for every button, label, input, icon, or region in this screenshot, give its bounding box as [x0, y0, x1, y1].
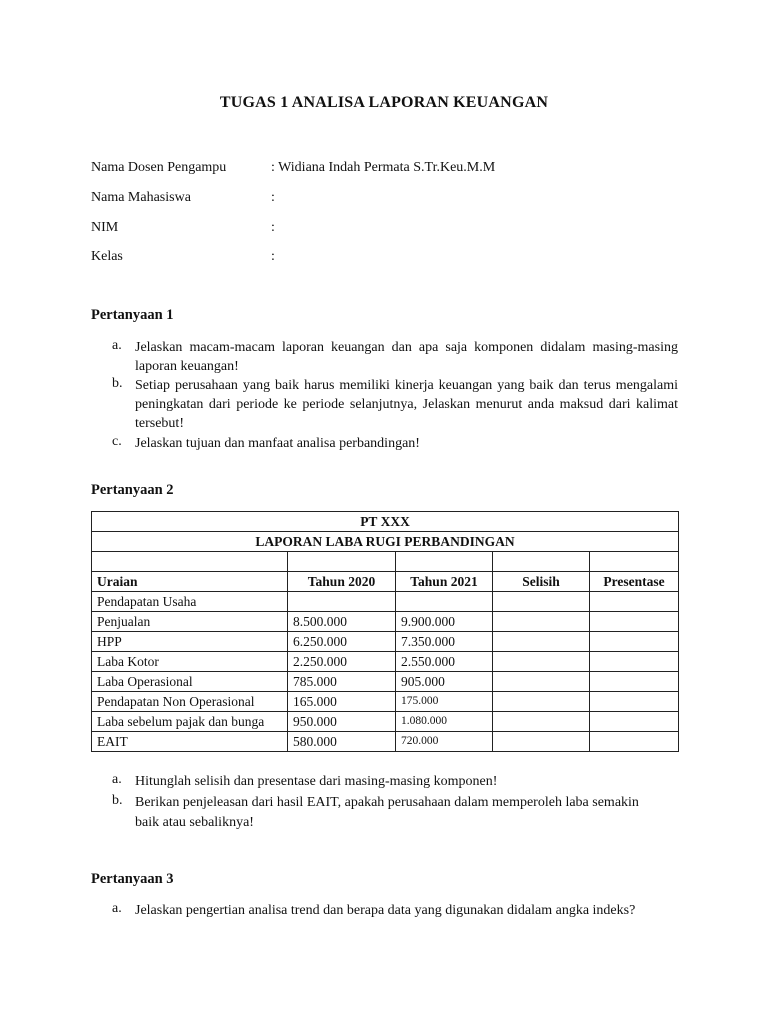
info-value-nim: :: [271, 220, 275, 235]
table-row: [92, 612, 679, 632]
q1-item-c-text: Jelaskan tujuan dan manfaat analisa perbandingan!: [135, 436, 420, 451]
info-value-dosen: : Widiana Indah Permata S.Tr.Keu.M.M: [271, 160, 496, 175]
table-cell: 7.350.000: [396, 632, 493, 652]
table-header-cell: Uraian: [92, 572, 288, 592]
table-cell: Laba Operasional: [92, 672, 288, 692]
table-cell: 950.000: [288, 712, 396, 732]
q2-item-b-letter: b.: [112, 793, 123, 808]
q1-item-b-text: Setiap perusahaan yang baik harus memiliki kinerja keuangan yang baik dan terus mengalami peningkatan dari periode ke periode selanjutnya, Jelaskan menurut anda maksud dari kalimat tersebut!: [135, 378, 678, 431]
table-cell: 9.900.000: [396, 612, 493, 632]
q2-item-a-letter: a.: [112, 772, 122, 787]
table-row: [92, 592, 679, 612]
table-cell: Laba Kotor: [92, 652, 288, 672]
table-row: [92, 632, 679, 652]
table-cell: [590, 612, 679, 632]
table-cell: 785.000: [288, 672, 396, 692]
income-statement-table: [91, 511, 679, 752]
info-label-dosen: Nama Dosen Pengampu: [91, 160, 227, 175]
table-cell: 165.000: [288, 692, 396, 712]
info-label-nim: NIM: [91, 220, 119, 235]
table-cell: [493, 632, 590, 652]
table-empty-row: [92, 552, 679, 572]
q1-item-a-text: Jelaskan macam-macam laporan keuangan dan apa saja komponen didalam masing-masing laporan keuangan!: [135, 340, 678, 374]
q3-item-a-text: Jelaskan pengertian analisa trend dan berapa data yang digunakan didalam angka indeks?: [135, 903, 636, 918]
table-cell: [493, 592, 590, 612]
table-header-cell: Tahun 2020: [288, 572, 396, 592]
table-cell: [590, 652, 679, 672]
table-cell: 1.080.000: [396, 712, 493, 732]
table-header-cell: Presentase: [590, 572, 679, 592]
table-cell: 8.500.000: [288, 612, 396, 632]
info-label-mahasiswa: Nama Mahasiswa: [91, 190, 191, 205]
info-label-kelas: Kelas: [91, 249, 123, 264]
table-cell: Pendapatan Non Operasional: [92, 692, 288, 712]
table-cell: [493, 732, 590, 752]
table-cell: [590, 592, 679, 612]
table-header-row: [92, 572, 679, 592]
table-cell: [590, 672, 679, 692]
table-row: [92, 672, 679, 692]
q2-item-a-text: Hitunglah selisih dan presentase dari masing-masing komponen!: [135, 774, 498, 789]
table-row: [92, 712, 679, 732]
table-cell: 6.250.000: [288, 632, 396, 652]
table-report-title: LAPORAN LABA RUGI PERBANDINGAN: [92, 532, 679, 552]
table-cell: [590, 732, 679, 752]
table-cell: [493, 612, 590, 632]
table-cell: [493, 672, 590, 692]
table-header-cell: Selisih: [493, 572, 590, 592]
table-cell: [493, 652, 590, 672]
q1-item-c-letter: c.: [112, 434, 122, 449]
table-cell: [590, 712, 679, 732]
table-cell: 2.250.000: [288, 652, 396, 672]
q3-item-a-letter: a.: [112, 901, 122, 916]
table-cell: [590, 692, 679, 712]
table-cell: 580.000: [288, 732, 396, 752]
table-cell: Pendapatan Usaha: [92, 592, 288, 612]
table-company: PT XXX: [92, 512, 679, 532]
table-cell: [493, 692, 590, 712]
table-cell: [493, 712, 590, 732]
table-header-cell: Tahun 2021: [396, 572, 493, 592]
table-row: [92, 732, 679, 752]
table-cell: [590, 632, 679, 652]
question-2-heading: Pertanyaan 2: [91, 482, 174, 498]
table-row: [92, 652, 679, 672]
table-cell: 720.000: [396, 732, 493, 752]
question-1-heading: Pertanyaan 1: [91, 307, 174, 323]
table-cell: 905.000: [396, 672, 493, 692]
q2-item-b-text: Berikan penjeleasan dari hasil EAIT, apakah perusahaan dalam memperoleh laba semakin baik atau sebaliknya!: [135, 795, 639, 830]
question-3-heading: Pertanyaan 3: [91, 871, 174, 887]
q1-item-a-letter: a.: [112, 338, 122, 353]
table-row: [92, 692, 679, 712]
table-cell: Penjualan: [92, 612, 288, 632]
table-cell: [288, 592, 396, 612]
info-value-mahasiswa: :: [271, 190, 275, 205]
table-cell: [396, 592, 493, 612]
document-title: TUGAS 1 ANALISA LAPORAN KEUANGAN: [219, 94, 549, 111]
info-value-kelas: :: [271, 249, 275, 264]
table-cell: EAIT: [92, 732, 288, 752]
q1-item-b-letter: b.: [112, 376, 123, 391]
table-cell: Laba sebelum pajak dan bunga: [92, 712, 288, 732]
table-cell: 175.000: [396, 692, 493, 712]
table-cell: HPP: [92, 632, 288, 652]
table-cell: 2.550.000: [396, 652, 493, 672]
